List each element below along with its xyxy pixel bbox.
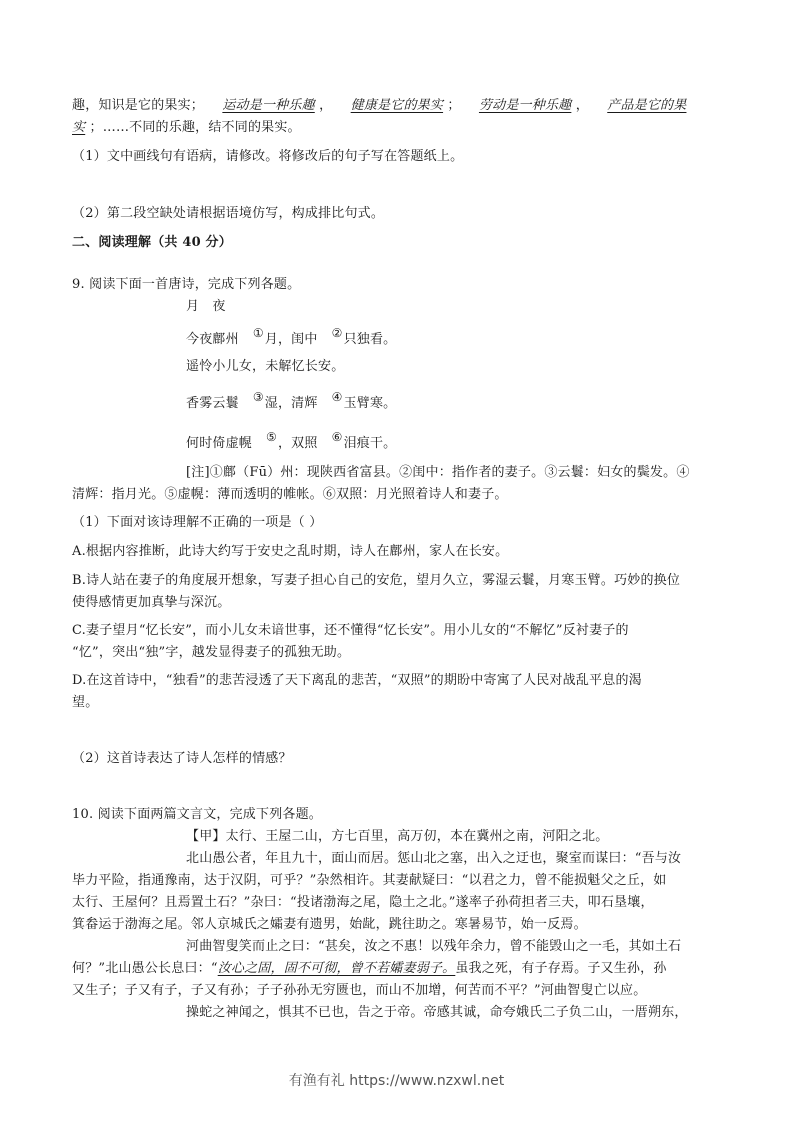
passage-para-2-line-2: 毕力平险，指通豫南，达于汉阴，可乎？”杂然相许。其妻献疑曰：“以君之力，曾不能损魁父之丘，如 <box>72 873 667 888</box>
poem-text: ，双照 <box>277 436 318 451</box>
poem-text: 月，闺中 <box>264 332 318 347</box>
question-9-prompt: 9. 阅读下面一首唐诗，完成下列各题。 <box>72 277 301 292</box>
option-d-line-2: 望。 <box>72 695 99 710</box>
underlined-phrase: 产品是它的果 <box>607 98 687 113</box>
passage-para-2-line-1: 北山愚公者，年且九十，面山而居。惩山北之塞，出入之迂也，聚室而谋曰：“吾与汝 <box>186 851 682 866</box>
poem-text: 湿，清辉 <box>264 396 318 411</box>
underlined-phrase: 健康是它的果实 <box>350 98 444 113</box>
passage-para-3-line-1: 河曲智叟笑而止之曰：“甚矣，汝之不惠！以残年余力，曾不能毁山之一毛，其如土石 <box>186 939 682 954</box>
text-segment: 何？”北山愚公长息曰：“ <box>72 961 218 976</box>
poem-text: 泪痕干。 <box>343 436 397 451</box>
poem-text: 今夜鄜州 <box>186 332 239 347</box>
underlined-phrase: 实 <box>72 120 86 135</box>
underlined-sentence: 汝心之固，固不可彻，曾不若孀妻弱子。 <box>217 961 456 976</box>
note-marker-2: ② <box>331 326 343 340</box>
text-segment: 趣，知识是它的果实； <box>72 98 205 113</box>
poem-line-4 <box>186 430 397 453</box>
question-8-2: （2）第二段空缺处请根据语境仿写，构成排比句式。 <box>72 206 385 221</box>
question-9-1: （1）下面对该诗理解不正确的一项是（ ） <box>72 515 323 530</box>
poem-line-2: 遥怜小儿女，未解忆长安。 <box>186 359 345 374</box>
passage-jia-intro: 【甲】太行、王屋二山，方七百里，高万仞，本在冀州之南，河阳之北。 <box>186 829 609 844</box>
poem-line-3 <box>186 390 397 413</box>
underlined-phrase: 劳动是一种乐趣 <box>478 98 572 113</box>
text-segment: ；……不同的乐趣，结不同的果实。 <box>89 120 301 135</box>
option-c-line-1: C.妻子望月“忆长安”，而小儿女未谙世事，还不懂得“忆长安”。用小儿女的“不解忆”反衬妻子的 <box>72 623 629 638</box>
passage-line-2 <box>72 119 301 137</box>
passage-para-3-line-2 <box>72 960 667 978</box>
poem-text: 香雾云鬟 <box>186 396 239 411</box>
underlined-phrase: 运动是一种乐趣 <box>222 98 315 113</box>
question-8-1: （1）文中画线句有语病，请修改。将修改后的句子写在答题纸上。 <box>72 149 464 164</box>
section-heading: 二、阅读理解（共 40 分） <box>72 235 232 250</box>
passage-line-1 <box>72 97 686 115</box>
poem-text: 只独看。 <box>343 332 397 347</box>
option-d-line-1: D.在这首诗中，“独看”的悲苦浸透了天下离乱的悲苦，“双照”的期盼中寄寓了人民对战乱平息的渴 <box>72 673 642 688</box>
passage-para-2-line-3: 太行、王屋何？且焉置土石？”杂曰：“投诸渤海之尾，隐土之北。”遂率子孙荷担者三夫，叩石垦壤， <box>72 895 654 910</box>
question-9-2: （2）这首诗表达了诗人怎样的情感？ <box>72 751 292 766</box>
poem-notes-line-1: [注]①鄜（Fū）州：现陕西省富县。②闺中：指作者的妻子。③云鬟：妇女的鬓发。④ <box>186 465 690 480</box>
poem-title: 月 夜 <box>186 299 226 314</box>
footer-watermark: 有渔有礼 https://www.nzxwl.net <box>288 1073 505 1089</box>
text-segment: ， <box>575 98 589 113</box>
question-10-prompt: 10. 阅读下面两篇文言文，完成下列各题。 <box>72 807 323 822</box>
note-marker-6: ⑥ <box>331 430 343 444</box>
poem-text: 何时倚虚幌 <box>186 436 253 451</box>
text-segment: 虽我之死，有子存焉。子又生孙，孙 <box>455 961 667 976</box>
poem-notes-line-2: 清辉：指月光。⑤虚幌：薄而透明的帷帐。⑥双照：月光照着诗人和妻子。 <box>72 487 508 502</box>
passage-para-2-line-4: 箕畚运于渤海之尾。邻人京城氏之孀妻有遗男，始龀，跳往助之。寒暑易节，始一反焉。 <box>72 917 587 932</box>
note-marker-4: ④ <box>331 390 343 404</box>
option-b-line-2: 使得感情更加真挚与深沉。 <box>72 595 231 610</box>
option-a: A.根据内容推断，此诗大约写于安史之乱时期，诗人在鄜州，家人在长安。 <box>72 544 509 559</box>
option-b-line-1: B.诗人站在妻子的角度展开想象，写妻子担心自己的安危，望月久立，雾湿云鬟，月寒玉臂。巧妙的换位 <box>72 573 681 588</box>
note-marker-1: ① <box>252 326 264 340</box>
text-segment: ， <box>319 98 333 113</box>
option-c-line-2: “忆”，突出“独”字，越发显得妻子的孤独无助。 <box>72 645 351 660</box>
poem-line-1 <box>186 326 397 349</box>
poem-text: 玉臂寒。 <box>343 396 397 411</box>
note-marker-3: ③ <box>252 390 264 404</box>
passage-para-3-line-3: 又生子；子又有子，子又有孙；子子孙孙无穷匮也，而山不加增，何苦而不平？”河曲智叟亡以应。 <box>72 983 647 998</box>
text-segment: ； <box>447 98 461 113</box>
passage-para-4-line-1: 操蛇之神闻之，惧其不已也，告之于帝。帝感其诚，命夸娥氏二子负二山，一厝朔东， <box>186 1005 688 1020</box>
note-marker-5: ⑤ <box>266 430 277 444</box>
